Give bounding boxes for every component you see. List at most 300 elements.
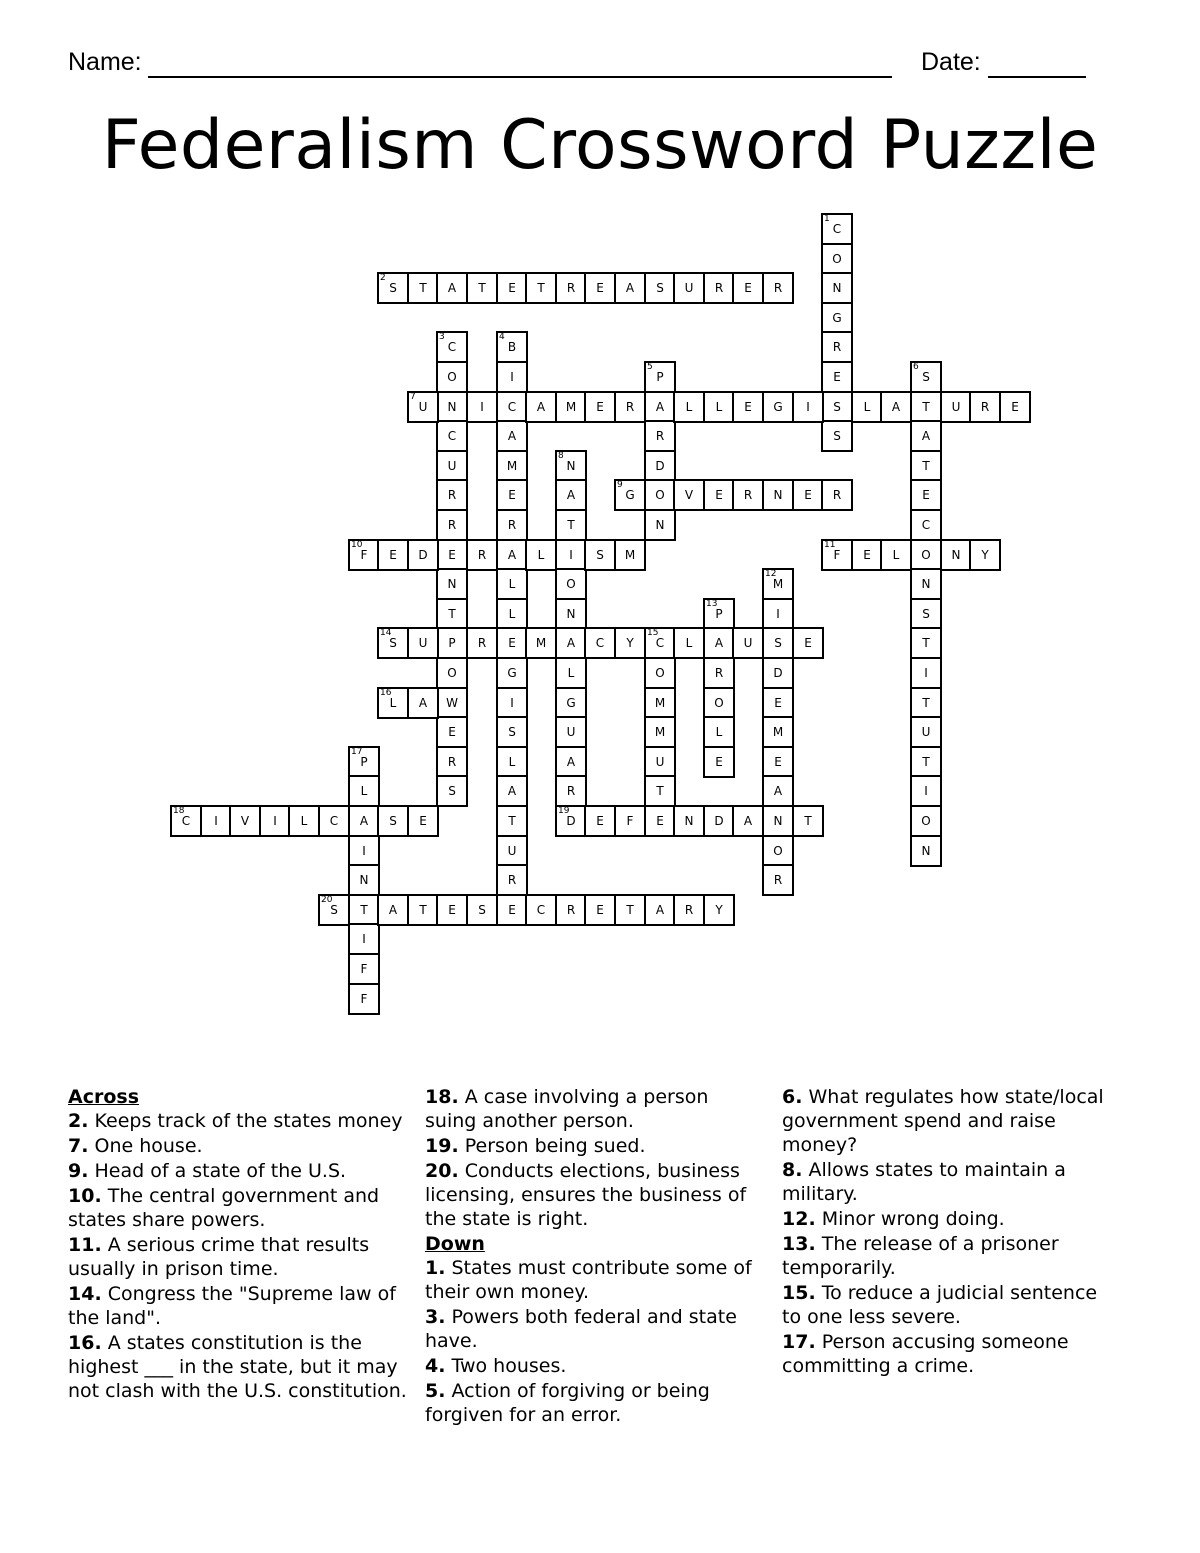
grid-cell[interactable] <box>466 539 498 571</box>
cell-letter: N <box>359 873 369 887</box>
clue-number: 4 <box>499 332 505 342</box>
grid-cell[interactable] <box>969 391 1001 423</box>
grid-cell[interactable] <box>910 835 942 867</box>
grid-cell[interactable] <box>555 687 587 719</box>
cell-letter: E <box>596 903 604 917</box>
grid-cell[interactable] <box>436 420 468 452</box>
grid-cell[interactable] <box>644 627 676 659</box>
grid-cell[interactable] <box>348 805 380 837</box>
grid-cell[interactable] <box>762 805 794 837</box>
grid-cell[interactable] <box>910 479 942 511</box>
grid-cell[interactable] <box>348 775 380 807</box>
grid-cell[interactable] <box>673 805 705 837</box>
grid-cell[interactable] <box>496 539 528 571</box>
cell-letter: A <box>773 784 783 798</box>
cell-letter: I <box>806 400 810 414</box>
grid-cell[interactable] <box>555 509 587 541</box>
clue-across: 2. Keeps track of the states money <box>68 1110 403 1132</box>
cell-letter: U <box>447 459 457 473</box>
cell-letter: R <box>447 755 457 769</box>
grid-cell[interactable] <box>703 391 735 423</box>
grid-cell[interactable] <box>910 391 942 423</box>
grid-cell[interactable] <box>407 272 439 304</box>
cell-letter: V <box>684 488 694 502</box>
grid-cell[interactable] <box>880 539 912 571</box>
cell-letter: G <box>566 696 576 710</box>
grid-cell[interactable] <box>200 805 232 837</box>
page-title: Federalism Crossword Puzzle <box>101 106 1099 185</box>
grid-cell[interactable] <box>496 835 528 867</box>
cell-letter: E <box>596 281 604 295</box>
grid-cell[interactable] <box>496 775 528 807</box>
cell-letter: F <box>360 992 368 1006</box>
grid-cell[interactable] <box>703 687 735 719</box>
grid-cell[interactable] <box>910 627 942 659</box>
grid-cell[interactable] <box>555 627 587 659</box>
grid-cell[interactable] <box>525 894 557 926</box>
grid-cell[interactable] <box>703 479 735 511</box>
cell-letter: P <box>360 755 368 769</box>
cell-letter: E <box>744 281 752 295</box>
cell-letter: T <box>922 459 930 473</box>
clue-number: 16 <box>380 688 392 698</box>
grid-cell[interactable] <box>910 420 942 452</box>
grid-cell[interactable] <box>792 805 824 837</box>
cell-letter: C <box>832 222 842 236</box>
grid-cell[interactable] <box>584 272 616 304</box>
cell-letter: A <box>891 400 901 414</box>
grid-cell[interactable] <box>259 805 291 837</box>
cell-letter: U <box>743 636 753 650</box>
grid-cell[interactable] <box>466 627 498 659</box>
cell-letter: A <box>507 548 517 562</box>
grid-cell[interactable] <box>703 805 735 837</box>
grid-cell[interactable] <box>703 627 735 659</box>
grid-cell[interactable] <box>614 479 646 511</box>
grid-cell[interactable] <box>496 657 528 689</box>
cell-letter: R <box>625 400 635 414</box>
grid-cell[interactable] <box>703 272 735 304</box>
cell-letter: T <box>922 755 930 769</box>
cell-letter: R <box>477 636 487 650</box>
grid-cell[interactable] <box>762 657 794 689</box>
grid-cell[interactable] <box>436 272 468 304</box>
grid-cell[interactable] <box>348 894 380 926</box>
grid-cell[interactable] <box>584 539 616 571</box>
grid-cell[interactable] <box>555 657 587 689</box>
cell-letter: E <box>448 548 456 562</box>
grid-cell[interactable] <box>969 539 1001 571</box>
cell-letter: T <box>922 696 930 710</box>
grid-cell[interactable] <box>762 835 794 867</box>
grid-cell[interactable] <box>910 746 942 778</box>
grid-cell[interactable] <box>555 894 587 926</box>
cell-letter: E <box>1011 400 1019 414</box>
grid-cell[interactable] <box>496 716 528 748</box>
grid-cell[interactable] <box>555 746 587 778</box>
cell-letter: T <box>508 814 516 828</box>
grid-cell[interactable] <box>436 391 468 423</box>
grid-cell[interactable] <box>792 391 824 423</box>
grid-cell[interactable] <box>673 272 705 304</box>
cell-letter: E <box>508 636 516 650</box>
grid-cell[interactable] <box>614 627 646 659</box>
cell-letter: E <box>508 488 516 502</box>
cell-letter: L <box>892 548 900 562</box>
grid-cell[interactable] <box>348 746 380 778</box>
cell-letter: R <box>773 281 783 295</box>
cell-letter: A <box>743 814 753 828</box>
grid-cell[interactable] <box>703 716 735 748</box>
grid-cell[interactable] <box>555 391 587 423</box>
grid-cell[interactable] <box>436 539 468 571</box>
grid-cell[interactable] <box>496 450 528 482</box>
grid-cell[interactable] <box>555 272 587 304</box>
grid-cell[interactable] <box>466 272 498 304</box>
cell-letter: O <box>921 548 931 562</box>
grid-cell[interactable] <box>910 361 942 393</box>
grid-cell[interactable] <box>821 539 853 571</box>
grid-cell[interactable] <box>377 805 409 837</box>
cell-letter: M <box>654 725 666 739</box>
grid-cell[interactable] <box>821 479 853 511</box>
grid-cell[interactable] <box>318 805 350 837</box>
grid-cell[interactable] <box>436 894 468 926</box>
cell-letter: T <box>448 607 456 621</box>
grid-cell[interactable] <box>910 539 942 571</box>
grid-cell[interactable] <box>407 539 439 571</box>
grid-cell[interactable] <box>496 864 528 896</box>
grid-cell[interactable] <box>614 391 646 423</box>
clue-number: 13 <box>706 599 718 609</box>
cell-letter: S <box>448 784 456 798</box>
grid-cell[interactable] <box>644 420 676 452</box>
grid-cell[interactable] <box>910 657 942 689</box>
grid-cell[interactable] <box>762 568 794 600</box>
grid-cell[interactable] <box>496 420 528 452</box>
cell-letter: S <box>330 903 338 917</box>
cell-letter: D <box>773 666 783 680</box>
grid-cell[interactable] <box>377 627 409 659</box>
grid-cell[interactable] <box>496 598 528 630</box>
cell-letter: R <box>743 488 753 502</box>
grid-cell[interactable] <box>614 539 646 571</box>
grid-cell[interactable] <box>762 864 794 896</box>
grid-cell[interactable] <box>762 746 794 778</box>
grid-cell[interactable] <box>732 479 764 511</box>
grid-cell[interactable] <box>821 331 853 363</box>
clue-number: 18 <box>173 806 185 816</box>
grid-cell[interactable] <box>644 805 676 837</box>
cell-letter: D <box>418 548 428 562</box>
grid-cell[interactable] <box>644 687 676 719</box>
grid-cell[interactable] <box>525 539 557 571</box>
cell-letter: L <box>567 666 575 680</box>
across-heading: Across <box>68 1086 140 1108</box>
grid-cell[interactable] <box>880 391 912 423</box>
cell-letter: T <box>360 903 368 917</box>
grid-cell[interactable] <box>910 568 942 600</box>
grid-cell[interactable] <box>229 805 261 837</box>
cell-letter: S <box>389 636 397 650</box>
cell-letter: I <box>776 607 780 621</box>
cell-letter: R <box>477 548 487 562</box>
grid-cell[interactable] <box>407 687 439 719</box>
grid-cell[interactable] <box>496 894 528 926</box>
grid-cell[interactable] <box>525 391 557 423</box>
grid-cell[interactable] <box>496 746 528 778</box>
grid-cell[interactable] <box>821 213 853 245</box>
grid-cell[interactable] <box>673 627 705 659</box>
clue-across: 10. The central government and states share powers. <box>68 1185 380 1231</box>
grid-cell[interactable] <box>377 894 409 926</box>
grid-cell[interactable] <box>732 805 764 837</box>
grid-cell[interactable] <box>584 805 616 837</box>
grid-cell[interactable] <box>910 450 942 482</box>
grid-cell[interactable] <box>348 539 380 571</box>
cell-letter: G <box>507 666 517 680</box>
grid-cell[interactable] <box>555 568 587 600</box>
cell-letter: M <box>772 577 784 591</box>
clue-number: 3 <box>439 332 445 342</box>
grid-cell[interactable] <box>673 479 705 511</box>
grid-cell[interactable] <box>496 331 528 363</box>
grid-cell[interactable] <box>821 243 853 275</box>
grid-cell[interactable] <box>644 450 676 482</box>
cell-letter: R <box>566 784 576 798</box>
grid-cell[interactable] <box>910 775 942 807</box>
grid-cell[interactable] <box>851 539 883 571</box>
grid-cell[interactable] <box>555 450 587 482</box>
clue-across: 9. Head of a state of the U.S. <box>68 1160 347 1182</box>
grid-cell[interactable] <box>466 391 498 423</box>
clue-number: 2 <box>380 273 386 283</box>
cell-letter: G <box>773 400 783 414</box>
cell-letter: R <box>566 903 576 917</box>
cell-letter: S <box>922 607 930 621</box>
grid-cell[interactable] <box>910 509 942 541</box>
grid-cell[interactable] <box>436 450 468 482</box>
grid-cell[interactable] <box>644 746 676 778</box>
grid-cell[interactable] <box>348 953 380 985</box>
grid-cell[interactable] <box>377 687 409 719</box>
grid-cell[interactable] <box>496 361 528 393</box>
grid-cell[interactable] <box>851 391 883 423</box>
grid-cell[interactable] <box>673 894 705 926</box>
grid-cell[interactable] <box>821 420 853 452</box>
grid-cell[interactable] <box>348 864 380 896</box>
grid-cell[interactable] <box>496 687 528 719</box>
grid-cell[interactable] <box>348 983 380 1015</box>
clue-number: 14 <box>380 628 392 638</box>
cell-letter: E <box>715 755 723 769</box>
grid-cell[interactable] <box>407 391 439 423</box>
grid-cell[interactable] <box>555 598 587 630</box>
grid-cell[interactable] <box>555 539 587 571</box>
cell-letter: N <box>447 400 457 414</box>
clues-column-2 <box>425 1085 765 1428</box>
grid-cell[interactable] <box>999 391 1031 423</box>
grid-cell[interactable] <box>644 361 676 393</box>
cell-letter: R <box>447 488 457 502</box>
grid-cell[interactable] <box>940 539 972 571</box>
cell-letter: T <box>656 784 664 798</box>
grid-cell[interactable] <box>644 479 676 511</box>
grid-cell[interactable] <box>732 627 764 659</box>
cell-letter: A <box>655 400 665 414</box>
grid-cell[interactable] <box>555 805 587 837</box>
grid-cell[interactable] <box>407 894 439 926</box>
grid-cell[interactable] <box>525 627 557 659</box>
grid-cell[interactable] <box>732 272 764 304</box>
grid-cell[interactable] <box>407 805 439 837</box>
cell-letter: E <box>744 400 752 414</box>
grid-cell[interactable] <box>496 479 528 511</box>
grid-cell[interactable] <box>318 894 350 926</box>
grid-cell[interactable] <box>436 331 468 363</box>
clue-across: 7. One house. <box>68 1135 203 1157</box>
cell-letter: O <box>714 696 724 710</box>
clue-number: 15 <box>647 628 659 638</box>
grid-cell[interactable] <box>644 894 676 926</box>
grid-cell[interactable] <box>584 894 616 926</box>
cell-letter: A <box>507 784 517 798</box>
grid-cell[interactable] <box>496 627 528 659</box>
grid-cell[interactable] <box>555 775 587 807</box>
grid-cell[interactable] <box>377 272 409 304</box>
grid-cell[interactable] <box>584 627 616 659</box>
grid-cell[interactable] <box>673 391 705 423</box>
cell-letter: L <box>863 400 871 414</box>
grid-cell[interactable] <box>584 391 616 423</box>
grid-cell[interactable] <box>732 391 764 423</box>
cell-letter: S <box>389 814 397 828</box>
clue-number: 8 <box>558 451 564 461</box>
cell-letter: E <box>774 755 782 769</box>
grid-cell[interactable] <box>496 568 528 600</box>
grid-cell[interactable] <box>288 805 320 837</box>
cell-letter: L <box>508 755 516 769</box>
grid-cell[interactable] <box>436 775 468 807</box>
grid-cell[interactable] <box>614 272 646 304</box>
grid-cell[interactable] <box>466 894 498 926</box>
grid-cell[interactable] <box>436 657 468 689</box>
cell-letter: I <box>480 400 484 414</box>
cell-letter: E <box>863 548 871 562</box>
grid-cell[interactable] <box>910 805 942 837</box>
grid-cell[interactable] <box>614 894 646 926</box>
clue-number: 1 <box>824 214 830 224</box>
cell-letter: L <box>685 400 693 414</box>
cell-letter: T <box>567 518 575 532</box>
grid-cell[interactable] <box>555 716 587 748</box>
cell-letter: O <box>832 252 842 266</box>
grid-cell[interactable] <box>762 627 794 659</box>
cell-letter: A <box>566 636 576 650</box>
grid-cell[interactable] <box>762 391 794 423</box>
grid-cell[interactable] <box>348 835 380 867</box>
cell-letter: C <box>921 518 931 532</box>
grid-cell[interactable] <box>436 687 468 719</box>
grid-cell[interactable] <box>762 479 794 511</box>
grid-cell[interactable] <box>496 391 528 423</box>
clue-number: 7 <box>410 392 416 402</box>
grid-cell[interactable] <box>703 657 735 689</box>
cell-letter: M <box>565 400 577 414</box>
grid-cell[interactable] <box>170 805 202 837</box>
grid-cell[interactable] <box>555 479 587 511</box>
grid-cell[interactable] <box>821 272 853 304</box>
grid-cell[interactable] <box>436 479 468 511</box>
grid-cell[interactable] <box>644 509 676 541</box>
grid-cell[interactable] <box>496 509 528 541</box>
grid-cell[interactable] <box>762 598 794 630</box>
grid-cell[interactable] <box>762 716 794 748</box>
grid-cell[interactable] <box>436 716 468 748</box>
grid-cell[interactable] <box>644 716 676 748</box>
grid-cell[interactable] <box>762 272 794 304</box>
cell-letter: R <box>980 400 990 414</box>
grid-cell[interactable] <box>821 361 853 393</box>
grid-cell[interactable] <box>762 687 794 719</box>
cell-letter: E <box>389 548 397 562</box>
grid-cell[interactable] <box>407 627 439 659</box>
grid-cell[interactable] <box>910 598 942 630</box>
cell-letter: R <box>684 903 694 917</box>
grid-cell[interactable] <box>940 391 972 423</box>
grid-cell[interactable] <box>910 716 942 748</box>
cell-letter: M <box>624 548 636 562</box>
cell-letter: E <box>804 636 812 650</box>
cell-letter: R <box>566 281 576 295</box>
grid-cell[interactable] <box>436 568 468 600</box>
grid-cell[interactable] <box>496 805 528 837</box>
grid-cell[interactable] <box>644 391 676 423</box>
grid-cell[interactable] <box>436 598 468 630</box>
grid-cell[interactable] <box>436 361 468 393</box>
grid-cell[interactable] <box>703 894 735 926</box>
cell-letter: I <box>362 932 366 946</box>
grid-cell[interactable] <box>644 657 676 689</box>
grid-cell[interactable] <box>614 805 646 837</box>
grid-cell[interactable] <box>436 509 468 541</box>
grid-cell[interactable] <box>436 746 468 778</box>
grid-cell[interactable] <box>821 302 853 334</box>
cell-letter: L <box>508 577 516 591</box>
grid-cell[interactable] <box>703 746 735 778</box>
grid-cell[interactable] <box>792 627 824 659</box>
cell-letter: N <box>447 577 457 591</box>
grid-cell[interactable] <box>910 687 942 719</box>
grid-cell[interactable] <box>821 391 853 423</box>
grid-cell[interactable] <box>436 627 468 659</box>
cell-letter: M <box>535 636 547 650</box>
cell-letter: E <box>804 488 812 502</box>
grid-cell[interactable] <box>644 272 676 304</box>
cell-letter: S <box>774 636 782 650</box>
cell-letter: C <box>181 814 191 828</box>
grid-cell[interactable] <box>762 775 794 807</box>
grid-cell[interactable] <box>377 539 409 571</box>
grid-cell[interactable] <box>703 598 735 630</box>
grid-cell[interactable] <box>348 923 380 955</box>
grid-cell[interactable] <box>792 479 824 511</box>
cell-letter: C <box>536 903 546 917</box>
grid-cell[interactable] <box>525 272 557 304</box>
grid-cell[interactable] <box>496 272 528 304</box>
grid-cell[interactable] <box>644 775 676 807</box>
cell-letter: T <box>922 400 930 414</box>
